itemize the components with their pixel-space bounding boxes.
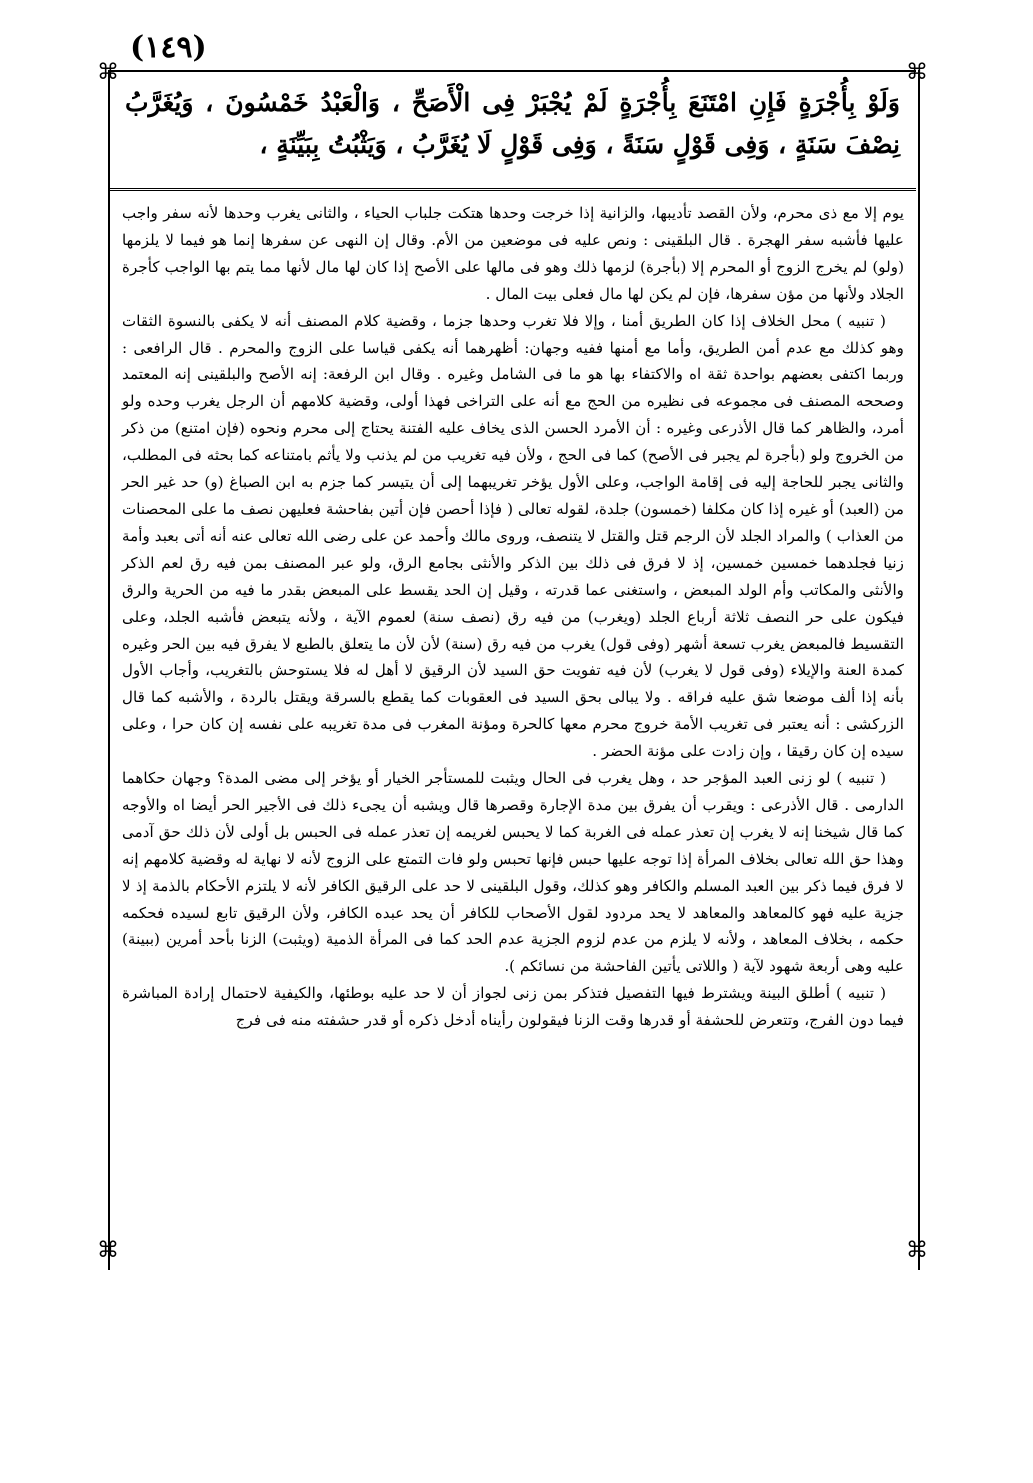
commentary-paragraph: يوم إلا مع ذى محرم، ولأن القصد تأديبها، والزانية إذا خرجت وحدها هتكت جلباب الحياء ، والثانى يغرب وحدها لأنه سفر واجب عليها فأشبه سفر الهجرة . قال البلقينى : ونص عليه فى موضعين من الأم. وقال إن النهى عن سفرها إنما هو فيما لا يلزمها (ولو) لم يخرج الزوج أو المحرم إلا (بأجرة) لزمها ذلك وهو فى مالها على الأصح إذا كان لها مال لأنها مما يتم بها الواجب كأجرة الجلاد ولأنها من مؤن سفرها، فإن لم يكن لها مال فعلى بيت المال . [122,204,904,303]
corner-ornament-icon: ⌘ [906,60,928,85]
corner-ornament-icon: ⌘ [97,1238,119,1263]
main-text: وَلَوْ بِأُجْرَةٍ فَإِنِ امْتَنَعَ بِأُجْرَةٍ لَمْ يُجْبَرْ فِى الْأَصَحِّ ، وَالْعَبْدُ خَمْسُونَ ، وَيُغَرَّبُ نِصْفَ سَنَةٍ ، وَفِى قَوْلٍ سَنَةً ، وَفِى قَوْلٍ لَا يُغَرَّبُ ، وَيَثْبُتُ بِبَيِّنَةٍ ، [125,88,900,159]
corner-ornament-icon: ⌘ [97,60,119,85]
commentary [122,200,904,1034]
commentary-paragraph: ( تنبيه ) لو زنى العبد المؤجر حد ، وهل يغرب فى الحال ويثبت للمستأجر الخيار أو يؤخر إلى مضى المدة؟ وجهان حكاهما الدارمى . قال الأذرعى : ويقرب أن يفرق بين مدة الإجارة وقصرها قال ويشبه أن يجىء ذلك فى الأجير الحر أيضا اه والأوجه كما قال شيخنا إنه لا يغرب إن تعذر عمله فى الغربة كما لا يحبس لغريمه إن تعذر عمله فى الحبس بل أولى لأن ذلك حق آدمى وهذا حق الله تعالى بخلاف المرأة إذا توجه عليها حبس فإنها تحبس ولو فات التمتع على الزوج لأنه لا نهاية له وقضية كلامهم إنه لا فرق فيما ذكر بين العبد المسلم والكافر وهو كذلك، وقول البلقينى لا حد على الرقيق الكافر لأنه لا يلتزم الأحكام بالذمة إذ لا جزية عليه فهو كالمعاهد والمعاهد لا يحد مردود لقول الأصحاب للكافر أن يحد عبده الكافر، ولأن الرقيق تابع لسيده فحكمه حكمه ، بخلاف المعاهد ، ولأنه لا يلزم من عدم لزوم الجزية عدم الحد كما فى المرأة الذمية (ويثبت) الزنا بأحد أمرين (ببينة) عليه وهى أربعة شهود لآية ( واللاتى يأتين الفاحشة من نسائكم ). [122,769,904,976]
commentary-paragraph: ( تنبيه ) أطلق البينة ويشترط فيها التفصيل فتذكر بمن زنى لجواز أن لا حد عليه بوطئها، والكيفية لاحتمال إرادة المباشرة فيما دون الفرج، وتتعرض للحشفة أو قدرها وقت الزنا فيقولون رأيناه أدخل ذكره أو قدر حشفته منه فى فرج [122,984,904,1030]
corner-ornament-icon: ⌘ [906,1238,928,1263]
page-number: (١٤٩) [130,30,207,65]
section-divider [110,188,916,191]
top-rule [110,70,916,72]
commentary-paragraph: ( تنبيه ) محل الخلاف إذا كان الطريق أمنا ، وإلا فلا تغرب وحدها جزما ، وقضية كلام المصنف أنه لا يكفى بالنسوة الثقات وهو كذلك مع عدم أمن الطريق، وأما مع أمنها ففيه وجهان: أظهرهما أنه يكفى قياسا على الزوج والمحرم . قال الرافعى : وربما اكتفى بعضهم بواحدة ثقة اه والاكتفاء بها هو ما فى الشامل وغيره . وقال ابن الرفعة: إنه الأصح والبلقينى إنه المعتمد وصححه المصنف فى مجموعه فى نظيره من الحج مع أنه على التراخى فهذا أولى، وقضية كلامهم أن الرجل يغرب وحده ولو أمرد، والظاهر كما قال الأذرعى وغيره : أن الأمرد الحسن الذى يخاف عليه الفتنة يحتاج إلى محرم ونحوه (فإن امتنع) من ذكر من الخروج ولو (بأجرة لم يجبر فى الأصح) كما فى الحج ، ولأن فيه تغريب من لم يذنب ولا يأثم بامتناعه كما بحثه فى المطلب، والثانى يجبر للحاجة إليه فى إقامة الواجب، وعلى الأول يؤخر تغريبهما إلى أن يتيسر كما جزم به ابن الصباغ (و) حد غير الحر من (العبد) أو غيره إذا كان مكلفا (خمسون) جلدة، لقوله تعالى ( فإذا أحصن فإن أتين بفاحشة فعليهن نصف ما على المحصنات من العذاب ) والمراد الجلد لأن الرجم قتل والقتل لا يتنصف، وروى مالك وأحمد عن على رضى الله تعالى عنه أنه أتى بعبد وأمة زنيا فجلدهما خمسين خمسين، إذ لا فرق فى ذلك بين الذكر والأنثى بجامع الرق، ولو عبر المصنف بمن فيه رق لعم الذكر والأنثى والمكاتب وأم الولد المبعض ، واستغنى عما قدرته ، وقيل إن الحد يقسط على المبعض بقدر ما فيه من الحرية والرق فيكون على حر النصف ثلاثة أرباع الجلد (ويغرب) من فيه رق (نصف سنة) لعموم الآية ، ولأنه يتبعض فأشبه الجلد، وعلى التقسيط فالمبعض يغرب تسعة أشهر (وفى قول) يغرب من فيه رق (سنة) لأن لأن ما يتعلق بالطبع لا يفرق فيه بين الحر وغيره كمدة العنة والإيلاء (وفى قول لا يغرب) لأن فيه تفويت حق السيد لأن الرقيق لا أهل له فلا يستوحش بالتغريب، وأجاب الأول بأنه إذا ألف موضعا شق عليه فراقه . ولا يبالى بحق السيد فى العقوبات كما يقطع بالسرقة ويقتل بالردة ، والأشبه كما قال الزركشى : أنه يعتبر فى تغريب الأمة خروج محرم معها كالحرة ومؤنة المغرب فى مدة تغريبه على نفسه إن كان حرا ، وعلى سيده إن كان رقيقا ، وإن زادت على مؤنة الحضر . [122,311,904,761]
